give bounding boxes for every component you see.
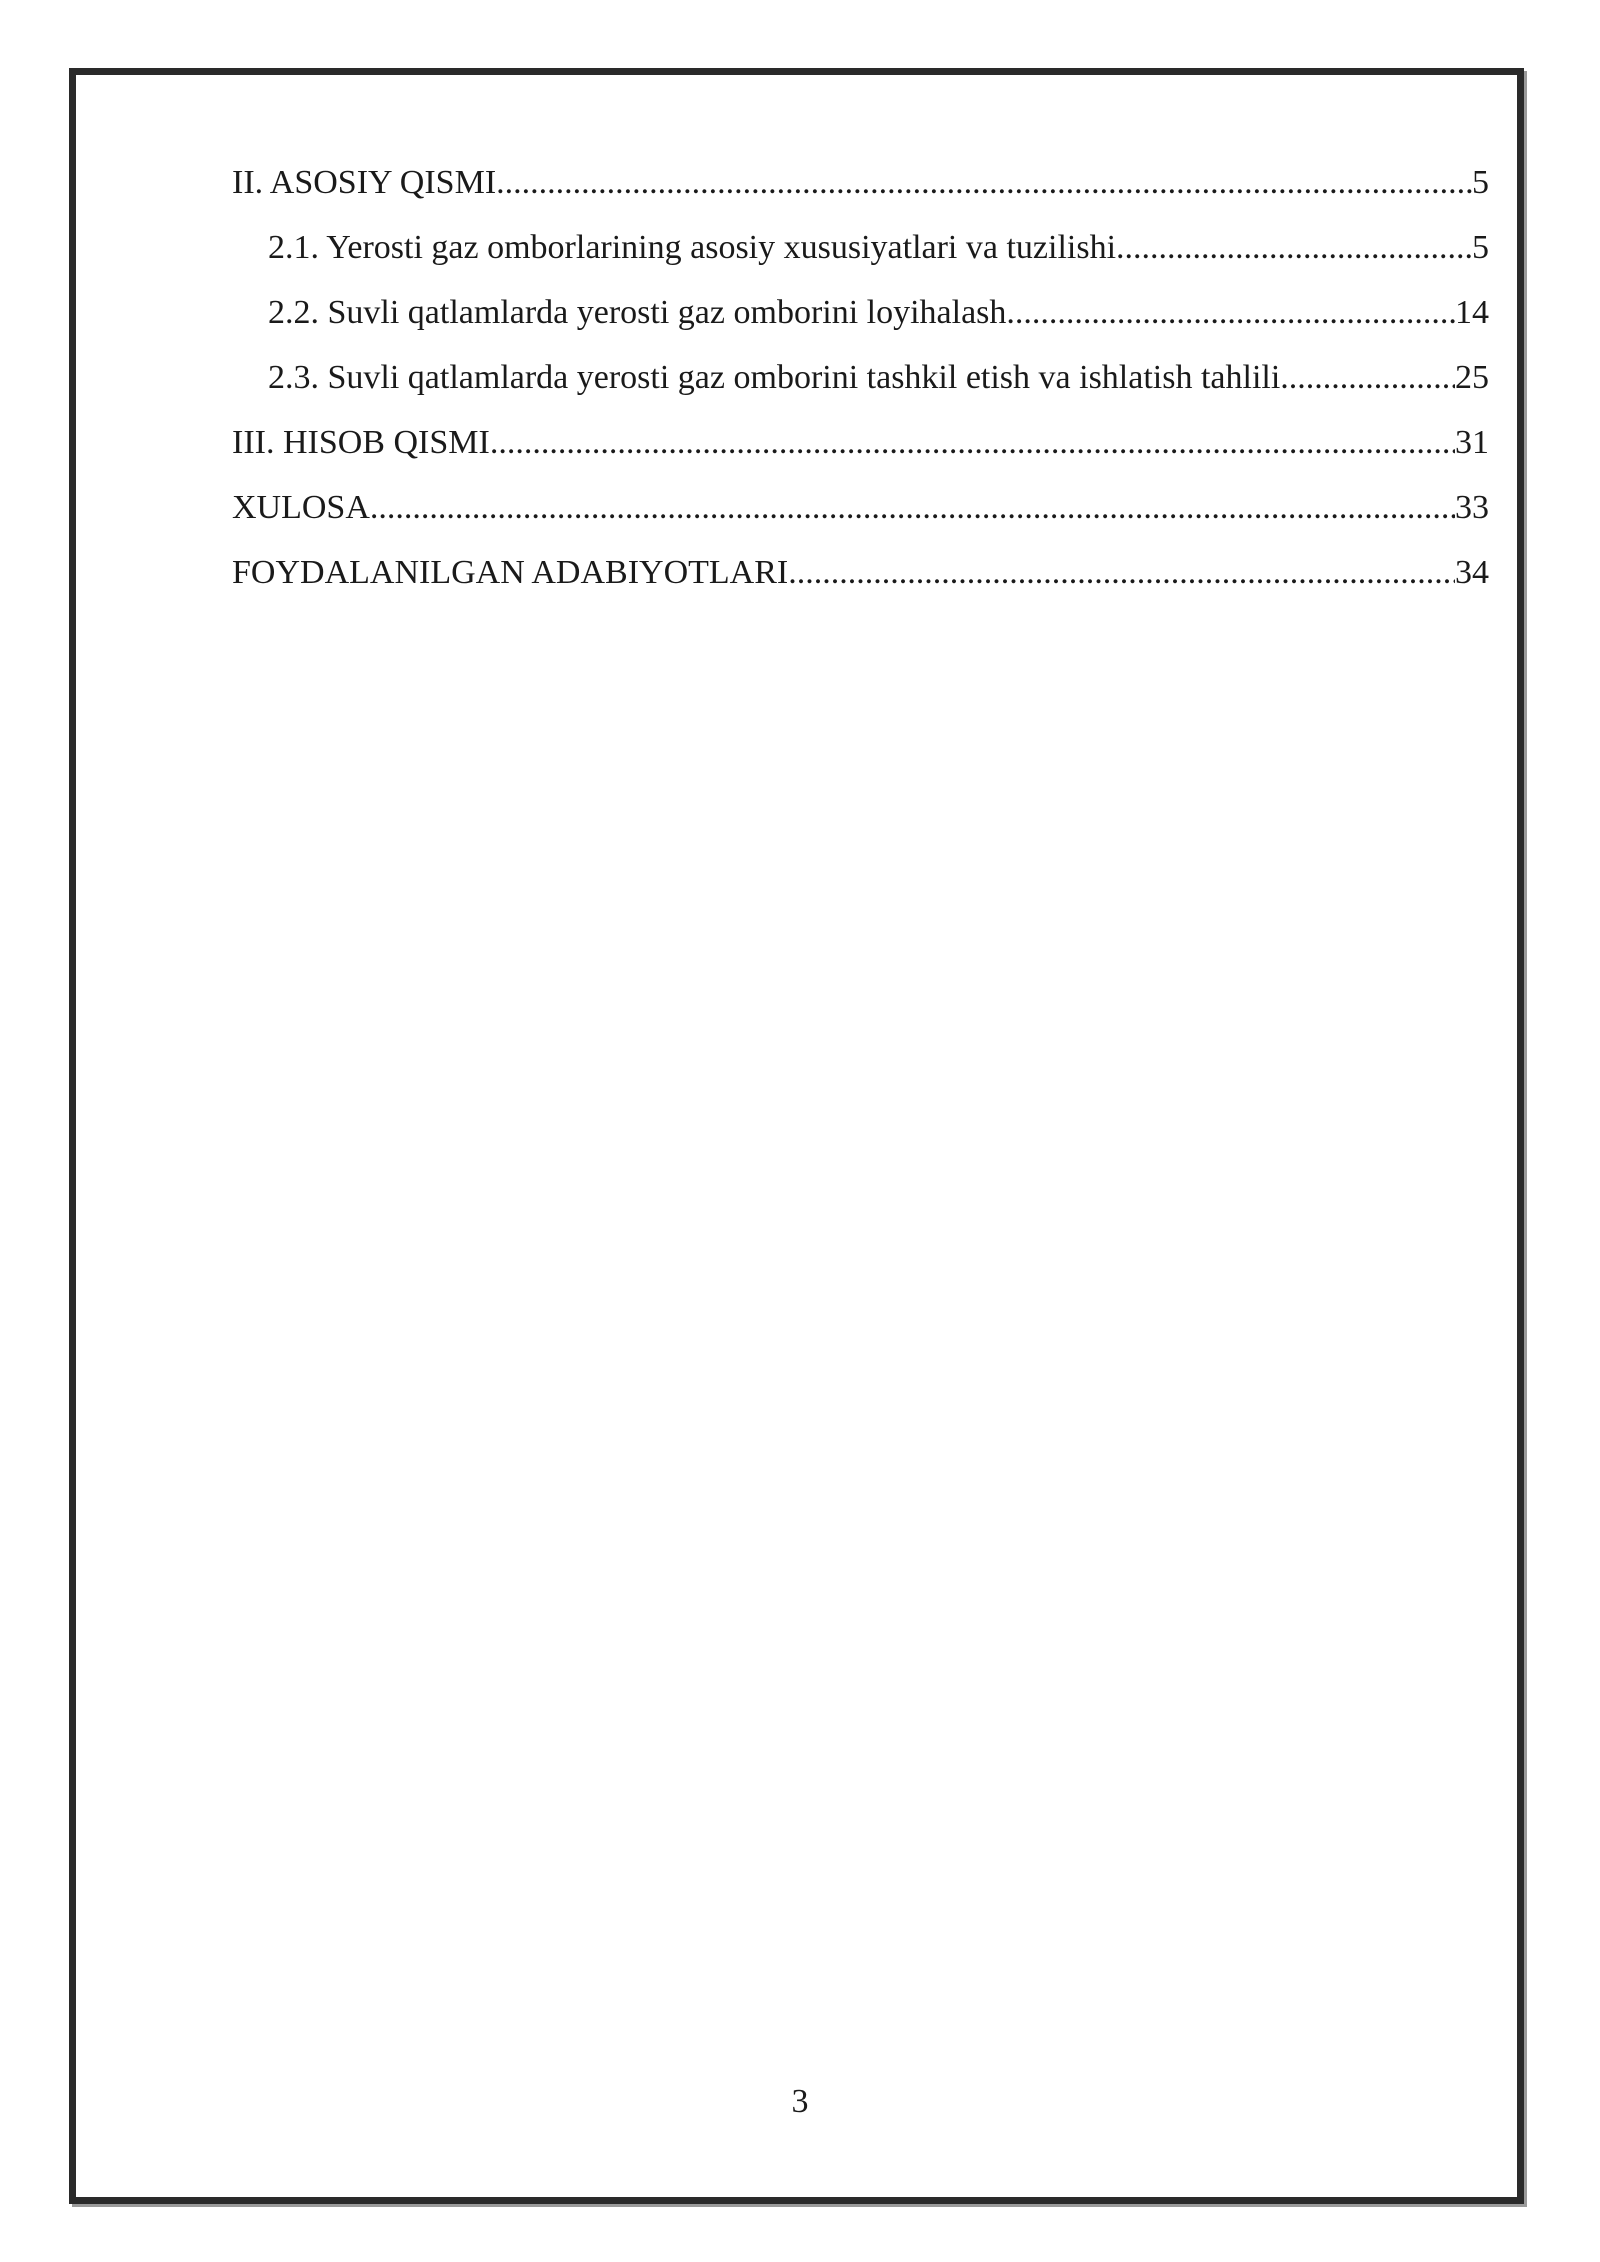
toc-entry-title: 2.2. Suvli qatlamlarda yerosti gaz omborini loyihalash <box>268 294 1007 331</box>
table-of-contents <box>232 150 1489 605</box>
toc-dot-leader <box>1006 280 1455 345</box>
toc-entry-title: II. ASOSIY QISMI <box>232 164 497 201</box>
toc-entry-page: 14 <box>1455 294 1489 331</box>
toc-entry[interactable] <box>232 150 1489 215</box>
toc-entry-title: XULOSA <box>232 489 370 526</box>
toc-entry-title: FOYDALANILGAN ADABIYOTLARI <box>232 554 789 591</box>
page-number: 3 <box>791 2083 809 2120</box>
toc-entry[interactable] <box>232 540 1489 605</box>
toc-entry-title: III. HISOB QISMI <box>232 424 490 461</box>
toc-entry-page: 25 <box>1455 359 1489 396</box>
toc-entry-title: 2.3. Suvli qatlamlarda yerosti gaz omborini tashkil etish va ishlatish tahlili <box>268 359 1281 396</box>
toc-entry-page: 31 <box>1455 424 1489 461</box>
toc-entry-page: 5 <box>1472 164 1489 201</box>
toc-entry[interactable] <box>232 410 1489 475</box>
toc-entry-title: 2.1. Yerosti gaz omborlarining asosiy xususiyatlari va tuzilishi <box>268 229 1117 266</box>
toc-entry[interactable] <box>232 345 1489 410</box>
toc-dot-leader <box>490 410 1455 475</box>
toc-entry-page: 34 <box>1455 554 1489 591</box>
toc-entry[interactable] <box>232 280 1489 345</box>
toc-entry[interactable] <box>232 215 1489 280</box>
toc-dot-leader <box>788 540 1455 605</box>
toc-dot-leader <box>1280 345 1455 410</box>
toc-dot-leader <box>1116 215 1472 280</box>
toc-dot-leader <box>496 150 1472 215</box>
toc-entry[interactable] <box>232 475 1489 540</box>
toc-dot-leader <box>370 475 1455 540</box>
toc-entry-page: 5 <box>1472 229 1489 266</box>
toc-entry-page: 33 <box>1455 489 1489 526</box>
